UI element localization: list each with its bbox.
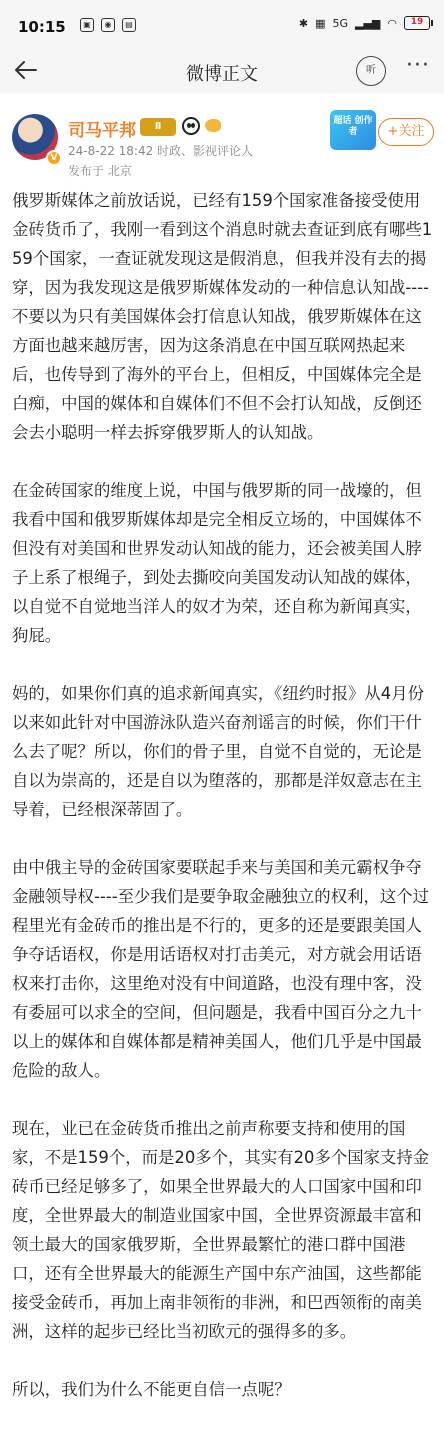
follow-button[interactable]: +关注 (378, 118, 434, 146)
post-paragraph: 现在，业已在金砖货币推出之前声称要支持和使用的国家，不是159个，而是20多个，其实有20多个国家支持金砖币已经足够多了，如果全世界最大的人口国家中国和印度，全世界最大的制造业国家中国，全世界资源最丰富和领土最大的国家俄罗斯，全世界最繁忙的港口群中国港口，还有全世界最大的能源生产国中东产油国，这些都能接受金砖币，再加上南非领衔的非洲，和巴西领衔的南美洲，这样的起步已经比当初欧元的强得多的多。 (12, 1119, 430, 1341)
wifi-icon: ◠ (387, 16, 397, 30)
post-location: 发布于 北京 (68, 164, 132, 178)
promo-badge[interactable]: 超话 创作者 (330, 110, 376, 150)
post-paragraph: 所以，我们为什么不能更自信一点呢？ (12, 1380, 291, 1399)
status-time: 10:15 (18, 18, 66, 36)
nfc-icon: ▦ (315, 16, 326, 30)
listen-button[interactable] (356, 56, 386, 86)
status-right (299, 16, 430, 30)
post-paragraph: 妈的，如果你们真的追求新闻真实，《纽约时报》从4月份以来如此针对中国游泳队造兴奋剂谣言的时候，你们干什么去了呢？所以，你们的骨子里，自觉不自觉的，无论是自以为崇高的，还是自以为堕落的，那都是洋奴意志在主导着，已经根深蒂固了。 (12, 684, 424, 819)
verified-badge-icon: V (46, 150, 62, 166)
post-paragraph: 俄罗斯媒体之前放话说，已经有159个国家准备接受使用金砖货币了，我刚一看到这个消息时就去查证到底有哪些159个国家，一查证就发现这是假消息，但我并没有去的揭穿，因为我发现这是俄罗斯媒体发动的一种信息认知战----不要以为只有美国媒体会打信息认知战，俄罗斯媒体在这方面也越来越厉害，因为这条消息在中国互联网热起来后，也传导到了海外的平台上，但相反，中国媒体完全是白痴，中国的媒体和自媒体们不但不会打认知战，反倒还会去小聪明一样去拆穿俄罗斯人的认知战。 (12, 191, 433, 442)
notification-icons (80, 18, 136, 32)
bluetooth-icon: ✱ (298, 16, 309, 30)
status-bar (0, 0, 444, 46)
app-notification-icon: ▣ (80, 18, 94, 32)
page-title: 微博正文 (186, 64, 258, 85)
post-header (0, 104, 444, 180)
signal-bars-icon: ▂▄▆ (355, 16, 381, 30)
image-notification-icon: ▤ (122, 18, 136, 32)
fish-icon (205, 119, 221, 132)
listen-label: 听 (366, 65, 376, 76)
post-meta: 24-8-22 18:42 时政、影视评论人 (68, 144, 254, 158)
post-paragraph: 由中俄主导的金砖国家要联起手来与美国和美元霸权争夺金融领导权----至少我们是要争取金融独立的权利，这个过程里光有金砖币的推出是不行的，更多的还是要跟美国人争夺话语权，你是用话语权对打击美元，对方就会用话语权来打击你，这里绝对没有中间道路，也没有理中客，没有委屈可以求全的空间，但问题是，我看中国百分之九十以上的媒体和自媒体都是精神美国人，他们几乎是中国最危险的敌人。 (12, 858, 430, 1080)
level-badge-icon: Ⅱ (140, 118, 176, 136)
more-options-button[interactable]: ··· (406, 53, 430, 78)
message-notification-icon: ◉ (101, 18, 115, 32)
signal-label: 5G (332, 16, 348, 30)
nav-bar (0, 46, 444, 94)
post-body (12, 186, 436, 1433)
battery-icon: 19 (404, 16, 430, 30)
panda-icon (182, 117, 200, 135)
post-paragraph: 在金砖国家的维度上说，中国与俄罗斯的同一战壕的，但我看中国和俄罗斯媒体却是完全相反立场的，中国媒体不但没有对美国和世界发动认知战的能力，还会被美国人脖子上系了根绳子，到处去撕咬向美国发动认知战的媒体，以自觉不自觉地当洋人的奴才为荣，还自称为新闻真实，狗屁。 (12, 481, 422, 645)
author-name[interactable]: 司马平邦 (68, 121, 136, 141)
